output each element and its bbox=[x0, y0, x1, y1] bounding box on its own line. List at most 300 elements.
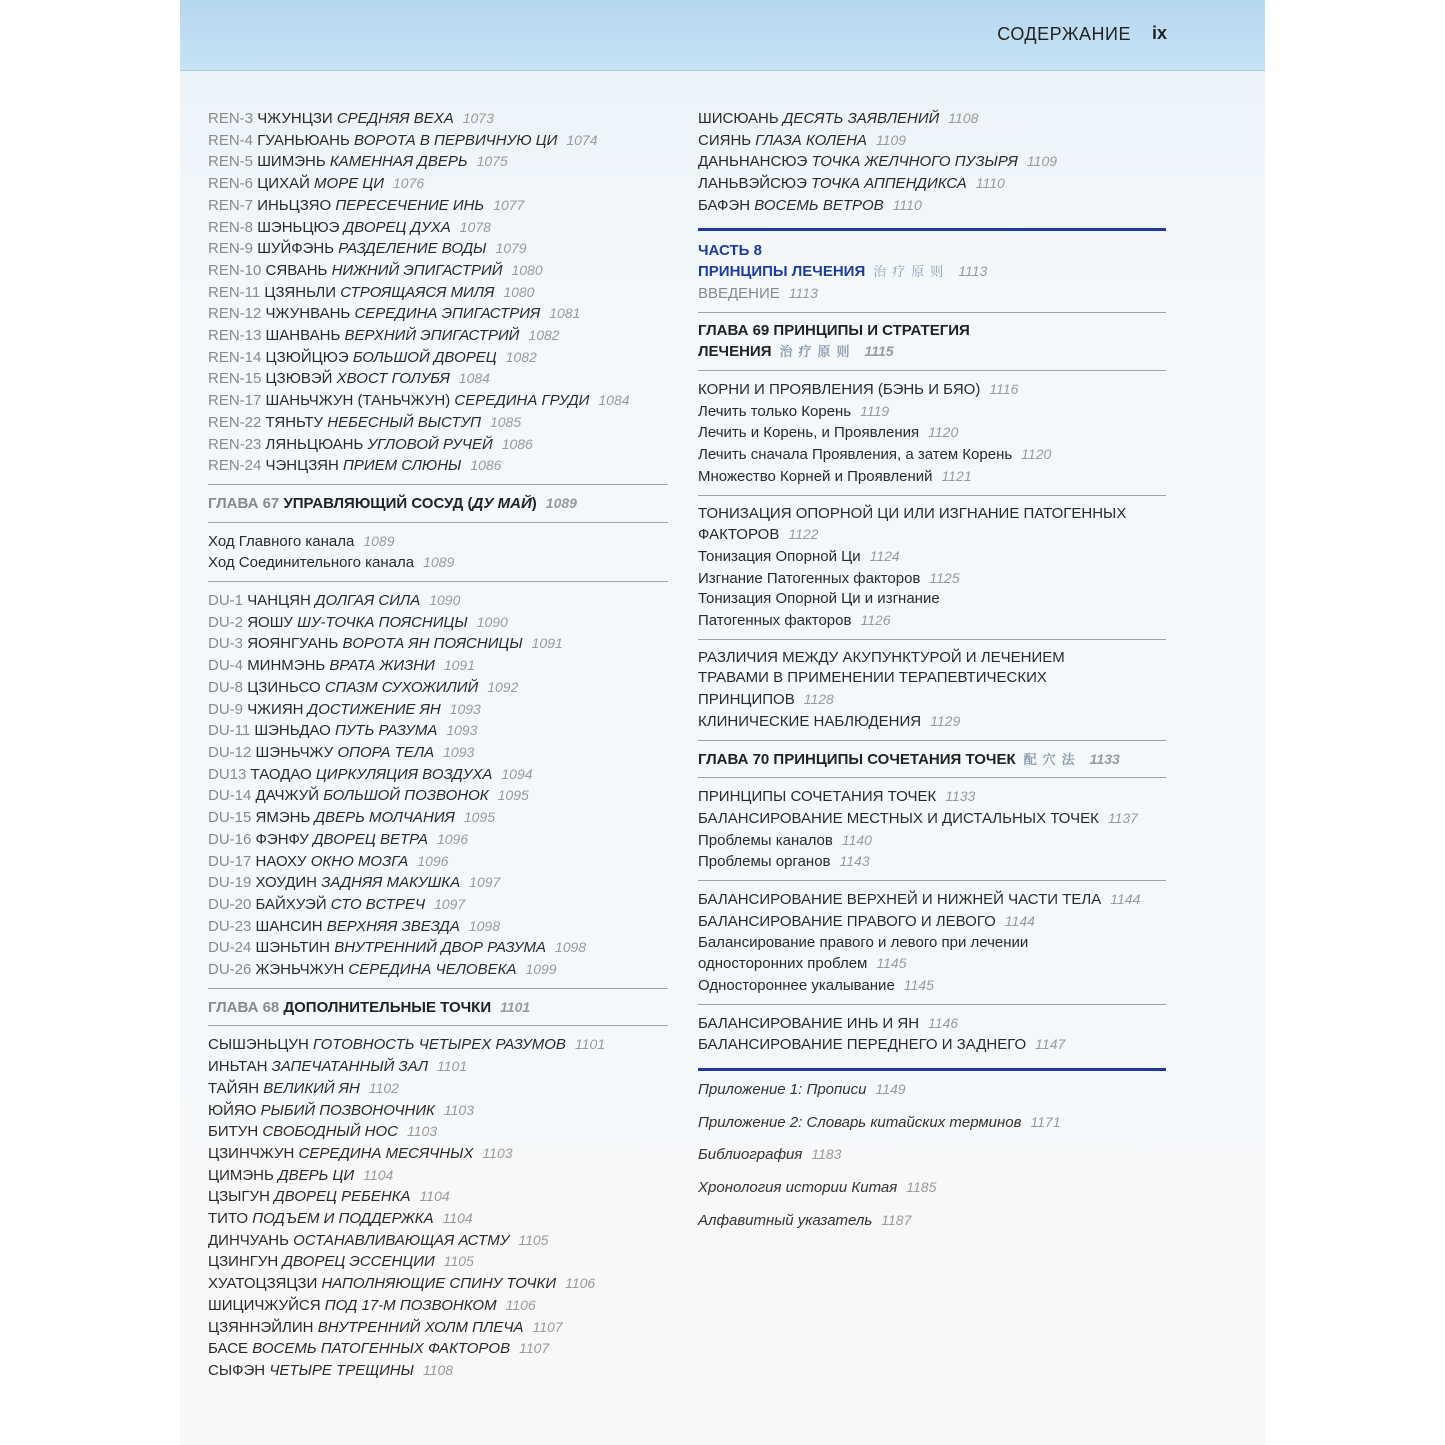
entry-text: ПРИНЦИПЫ СОЧЕТАНИЯ ТОЧЕК bbox=[698, 788, 937, 806]
toc-entry[interactable] bbox=[208, 151, 668, 173]
entry-text: Балансирование правого и левого при лечении bbox=[698, 933, 1029, 951]
page-ref: 1129 bbox=[930, 712, 961, 729]
extra-points-continued bbox=[698, 108, 1166, 217]
point-code: DU-26 bbox=[208, 961, 252, 979]
point-name: ЯОШУ bbox=[247, 613, 293, 631]
point-code: REN-4 bbox=[208, 131, 254, 149]
page-ref: 1080 bbox=[503, 283, 535, 300]
point-name: ТАОДАО bbox=[250, 765, 312, 783]
point-name: ЦИХАЙ bbox=[257, 175, 310, 193]
toc-entry[interactable] bbox=[698, 808, 1166, 830]
point-translation: ТОЧКА ЖЕЛЧНОГО ПУЗЫРЯ bbox=[811, 153, 1018, 171]
point-name: ШЭНЬТИН bbox=[255, 939, 331, 957]
page-ref: 1084 bbox=[598, 392, 630, 409]
point-name: ШУЙФЭНЬ bbox=[257, 240, 335, 258]
point-translation: БОЛЬШОЙ ПОЗВОНОК bbox=[323, 787, 489, 805]
point-code: REN-7 bbox=[208, 196, 254, 214]
page-ref: 1099 bbox=[525, 961, 557, 978]
toc-entry[interactable] bbox=[698, 546, 1166, 568]
toc-entry[interactable] bbox=[698, 668, 1166, 689]
page-ref: 1086 bbox=[470, 457, 502, 474]
toc-entry[interactable] bbox=[208, 937, 668, 959]
page-ref: 1103 bbox=[443, 1101, 474, 1118]
page-ref: 1149 bbox=[875, 1081, 906, 1098]
toc-entry[interactable] bbox=[698, 1144, 1166, 1166]
point-translation: СЕРЕДИНА ЧЕЛОВЕКА bbox=[348, 961, 517, 979]
toc-entry[interactable] bbox=[208, 552, 668, 574]
toc-entry[interactable] bbox=[208, 785, 668, 807]
entry-text: Патогенных факторов bbox=[698, 612, 852, 630]
divider bbox=[208, 1025, 668, 1026]
point-translation: НАПОЛНЯЮЩИЕ СПИНУ ТОЧКИ bbox=[321, 1275, 557, 1293]
toc-entry[interactable] bbox=[208, 412, 668, 434]
toc-entry[interactable] bbox=[208, 872, 668, 894]
point-name: ЧЖУНЦЗИ bbox=[257, 110, 333, 127]
point-code: REN-22 bbox=[208, 413, 262, 431]
point-translation: ДВОРЕЦ РЕБЕНКА bbox=[274, 1188, 411, 1206]
page-ref: 1109 bbox=[1026, 153, 1058, 170]
toc-entry[interactable] bbox=[698, 444, 1166, 466]
toc-entry[interactable] bbox=[208, 238, 668, 260]
page-ref: 1082 bbox=[528, 327, 560, 344]
entry-text: Тонизация Опорной Ци bbox=[698, 547, 861, 565]
toc-entry[interactable] bbox=[698, 610, 1166, 632]
chapter-69-heading-line1[interactable]: ГЛАВА 69 ПРИНЦИПЫ И СТРАТЕГИЯ bbox=[698, 321, 970, 339]
toc-entry[interactable] bbox=[208, 742, 668, 764]
point-code: REN-24 bbox=[208, 457, 262, 475]
page-ref: 1097 bbox=[434, 895, 466, 912]
divider bbox=[698, 740, 1166, 741]
point-translation: ПРИЕМ СЛЮНЫ bbox=[342, 457, 462, 475]
toc-entry[interactable] bbox=[698, 851, 1166, 873]
point-code: DU-24 bbox=[208, 939, 252, 957]
toc-entry[interactable] bbox=[208, 173, 668, 195]
point-name: ШИСЮАНЬ bbox=[698, 110, 779, 127]
page-ref: 1187 bbox=[881, 1211, 912, 1228]
entry-text: Ход Главного канала bbox=[208, 532, 355, 550]
toc-entry[interactable] bbox=[208, 260, 668, 282]
entry-text: односторонних проблем bbox=[698, 955, 868, 973]
point-translation: ТОЧКА АППЕНДИКСА bbox=[811, 175, 967, 193]
page-ref: 1121 bbox=[941, 467, 972, 484]
point-translation: СПАЗМ СУХОЖИЛИЙ bbox=[324, 678, 479, 696]
toc-entry[interactable] bbox=[208, 916, 668, 938]
point-translation: КАМЕННАЯ ДВЕРЬ bbox=[329, 153, 468, 171]
toc-entry[interactable] bbox=[208, 108, 668, 130]
point-code: DU-23 bbox=[208, 917, 252, 935]
toc-entry[interactable] bbox=[698, 911, 1166, 933]
toc-entry[interactable] bbox=[698, 1013, 1166, 1035]
point-code: REN-15 bbox=[208, 370, 262, 388]
point-translation: ВРАТА ЖИЗНИ bbox=[329, 657, 435, 675]
page-ref: 1096 bbox=[417, 852, 449, 869]
point-name: ШАНВАНЬ bbox=[265, 327, 341, 345]
point-translation: ДВОРЕЦ ДУХА bbox=[343, 218, 451, 236]
point-name: ЦЗИНГУН bbox=[208, 1253, 279, 1271]
point-name: ТИТО bbox=[208, 1210, 249, 1228]
page-ref: 1108 bbox=[422, 1361, 454, 1378]
entry-text: БАЛАНСИРОВАНИЕ ВЕРХНЕЙ И НИЖНЕЙ ЧАСТИ ТЕЛА bbox=[698, 891, 1102, 909]
point-code: DU-9 bbox=[208, 700, 244, 718]
point-code: REN-3 bbox=[208, 110, 254, 127]
point-name: ШАНЬЧЖУН (ТАНЬЧЖУН) bbox=[265, 392, 451, 410]
page-ref: 1171 bbox=[1030, 1113, 1061, 1130]
toc-entry[interactable] bbox=[698, 830, 1166, 852]
point-name: СЯВАНЬ bbox=[265, 261, 328, 279]
point-translation: ВОРОТА В ПЕРВИЧНУЮ ЦИ bbox=[354, 131, 558, 149]
toc-entry[interactable] bbox=[208, 1186, 668, 1208]
entry-text: ТОНИЗАЦИЯ ОПОРНОЙ ЦИ ИЛИ ИЗГНАНИЕ ПАТОГЕННЫХ bbox=[698, 504, 1127, 522]
toc-entry[interactable] bbox=[698, 401, 1166, 423]
toc-entry[interactable] bbox=[208, 1338, 668, 1360]
chapter-69-group-1 bbox=[698, 379, 1166, 488]
running-title: СОДЕРЖАНИЕ bbox=[997, 24, 1131, 44]
page-ref: 1144 bbox=[1004, 912, 1035, 929]
point-translation: ВЕЛИКИЙ ЯН bbox=[263, 1079, 360, 1097]
point-code: REN-9 bbox=[208, 240, 254, 258]
page-ref: 1128 bbox=[803, 691, 834, 708]
point-translation: СВОБОДНЫЙ НОС bbox=[262, 1123, 399, 1141]
heavy-divider bbox=[698, 228, 1166, 231]
page-ref: 1146 bbox=[928, 1014, 959, 1031]
point-name: ДАНЬНАНСЮЭ bbox=[698, 153, 808, 171]
toc-entry[interactable] bbox=[698, 195, 1166, 217]
toc-entry[interactable] bbox=[208, 699, 668, 721]
toc-entry[interactable] bbox=[208, 590, 668, 612]
toc-entry[interactable] bbox=[208, 1360, 668, 1382]
point-translation: СЕРЕДИНА ЭПИГАСТРИЯ bbox=[354, 305, 541, 323]
point-translation: ДВОРЕЦ ЭССЕНЦИИ bbox=[282, 1253, 435, 1271]
entry-text: Множество Корней и Проявлений bbox=[698, 467, 933, 485]
page-ref: 1147 bbox=[1035, 1036, 1066, 1053]
point-name: ФЭНФУ bbox=[255, 830, 309, 848]
page-ref: 1108 bbox=[948, 110, 979, 126]
toc-entry[interactable] bbox=[208, 655, 668, 677]
toc-entry[interactable] bbox=[208, 829, 668, 851]
page-ref: 1145 bbox=[903, 976, 934, 993]
point-translation: СЕРЕДИНА МЕСЯЧНЫХ bbox=[298, 1144, 474, 1162]
point-code: REN-10 bbox=[208, 261, 262, 279]
point-code: DU-11 bbox=[208, 722, 251, 740]
point-translation: НИЖНИЙ ЭПИГАСТРИЙ bbox=[331, 261, 503, 279]
page-ref: 1103 bbox=[482, 1144, 513, 1161]
toc-right-column bbox=[698, 108, 1166, 1232]
point-translation: УГЛОВОЙ РУЧЕЙ bbox=[367, 435, 493, 453]
page-ref: 1095 bbox=[463, 809, 496, 826]
point-translation: СТО ВСТРЕЧ bbox=[330, 895, 426, 913]
page-ref: 1104 bbox=[419, 1188, 450, 1205]
point-code: REN-17 bbox=[208, 392, 262, 410]
toc-entry[interactable] bbox=[208, 130, 668, 152]
point-name: ЧЖУНВАНЬ bbox=[265, 305, 351, 323]
divider bbox=[698, 370, 1166, 371]
toc-entry[interactable] bbox=[698, 1210, 1166, 1232]
appendix-list bbox=[698, 1079, 1166, 1232]
point-code: DU-3 bbox=[208, 635, 244, 653]
page-ref: 1103 bbox=[407, 1123, 438, 1140]
point-translation: ГОТОВНОСТЬ ЧЕТЫРЕХ РАЗУМОВ bbox=[312, 1036, 566, 1054]
toc-entry[interactable] bbox=[698, 953, 1166, 975]
point-translation: СРЕДНЯЯ ВЕХА bbox=[336, 110, 454, 127]
toc-entry[interactable] bbox=[208, 1034, 668, 1056]
chapter-69-group-3 bbox=[698, 648, 1166, 733]
point-translation: СЕРЕДИНА ГРУДИ bbox=[454, 392, 590, 410]
toc-entry[interactable] bbox=[698, 108, 1166, 130]
page-ref: 1104 bbox=[363, 1166, 394, 1183]
chapter-69-group-2 bbox=[698, 504, 1166, 632]
chapter-70-group-2 bbox=[698, 889, 1166, 997]
ren-points-list bbox=[208, 108, 668, 477]
point-translation: ПУТЬ РАЗУМА bbox=[334, 722, 438, 740]
point-code: DU-4 bbox=[208, 657, 244, 675]
point-code: REN-12 bbox=[208, 305, 262, 323]
page-ref: 1105 bbox=[518, 1231, 549, 1248]
page-ref: 1106 bbox=[505, 1296, 536, 1313]
entry-text: КОРНИ И ПРОЯВЛЕНИЯ (БЭНЬ И БЯО) bbox=[698, 381, 981, 399]
point-name: СИЯНЬ bbox=[698, 131, 752, 149]
toc-entry[interactable] bbox=[208, 612, 668, 634]
point-translation: ДВЕРЬ ЦИ bbox=[278, 1166, 355, 1184]
toc-entry[interactable] bbox=[698, 130, 1166, 152]
toc-entry[interactable] bbox=[698, 1034, 1166, 1056]
toc-entry[interactable] bbox=[698, 889, 1166, 911]
point-code: DU-17 bbox=[208, 852, 252, 870]
toc-entry[interactable] bbox=[208, 959, 668, 981]
toc-entry[interactable] bbox=[208, 1251, 668, 1273]
point-translation: ЧЕТЫРЕ ТРЕЩИНЫ bbox=[269, 1361, 414, 1379]
toc-left-column bbox=[208, 108, 668, 1382]
point-name: ЦЗЫГУН bbox=[208, 1188, 270, 1206]
point-name: ИНЬЦЗЯО bbox=[257, 196, 332, 214]
part-8-label: ЧАСТЬ 8 bbox=[698, 241, 762, 259]
page-ref: 1126 bbox=[860, 612, 891, 629]
page-ref: 1095 bbox=[497, 787, 529, 804]
toc-entry[interactable] bbox=[698, 589, 1166, 610]
chapter-69-heading-line2[interactable]: ЛЕЧЕНИЯ 治疗原则 1115 bbox=[698, 343, 894, 361]
toc-entry[interactable] bbox=[208, 633, 668, 655]
toc-entry[interactable] bbox=[698, 975, 1166, 997]
entry-text: БАЛАНСИРОВАНИЕ ИНЬ И ЯН bbox=[698, 1014, 920, 1032]
page-ref: 1120 bbox=[1021, 446, 1052, 463]
toc-entry[interactable] bbox=[208, 325, 668, 347]
toc-entry[interactable] bbox=[208, 195, 668, 217]
toc-entry[interactable] bbox=[208, 1078, 668, 1100]
page-ref: 1090 bbox=[429, 592, 461, 609]
toc-entry[interactable] bbox=[698, 173, 1166, 195]
toc-entry[interactable] bbox=[698, 1112, 1166, 1134]
entry-text: ПРИНЦИПОВ bbox=[698, 691, 795, 709]
toc-entry[interactable] bbox=[208, 455, 668, 477]
entry-text: Изгнание Патогенных факторов bbox=[698, 569, 921, 587]
page-ref: 1098 bbox=[468, 917, 501, 934]
page-ref: 1075 bbox=[476, 153, 508, 170]
page-ref: 1143 bbox=[839, 853, 870, 870]
entry-text: Приложение 2: Словарь китайских терминов bbox=[698, 1113, 1022, 1131]
chapter-70-group-1 bbox=[698, 786, 1166, 873]
toc-entry[interactable] bbox=[698, 711, 1166, 733]
point-code: REN-11 bbox=[208, 283, 261, 301]
toc-entry[interactable] bbox=[208, 764, 668, 786]
toc-entry[interactable] bbox=[698, 379, 1166, 401]
page-ref: 1093 bbox=[443, 743, 475, 760]
point-translation: ОКНО МОЗГА bbox=[310, 852, 409, 870]
toc-entry[interactable] bbox=[208, 1317, 668, 1339]
point-name: ЦЗЯНЬЛИ bbox=[264, 283, 337, 301]
page-ref: 1091 bbox=[531, 635, 563, 652]
toc-entry[interactable] bbox=[698, 466, 1166, 488]
point-translation: ДВЕРЬ МОЛЧАНИЯ bbox=[314, 809, 455, 827]
page-ref: 1077 bbox=[493, 196, 525, 213]
spacer bbox=[698, 1199, 1166, 1210]
divider bbox=[698, 495, 1166, 496]
entry-text: Тонизация Опорной Ци и изгнание bbox=[698, 590, 940, 608]
entry-text: БАЛАНСИРОВАНИЕ ПЕРЕДНЕГО И ЗАДНЕГО bbox=[698, 1036, 1027, 1054]
page-ref: 1185 bbox=[906, 1179, 937, 1196]
toc-entry[interactable] bbox=[208, 434, 668, 456]
toc-entry[interactable] bbox=[698, 524, 1166, 546]
toc-entry[interactable] bbox=[698, 568, 1166, 590]
page-ref: 1094 bbox=[501, 765, 533, 782]
part-8-heading[interactable]: ПРИНЦИПЫ ЛЕЧЕНИЯ 治疗原则 1113 bbox=[698, 263, 988, 281]
point-translation: ЗАДНЯЯ МАКУШКА bbox=[321, 874, 461, 892]
introduction-entry[interactable]: ВВЕДЕНИЕ 1113 bbox=[698, 284, 818, 302]
toc-entry[interactable] bbox=[208, 720, 668, 742]
page-ref: 1106 bbox=[565, 1275, 596, 1292]
point-name: БАСЕ bbox=[208, 1340, 249, 1358]
point-name: МИНМЭНЬ bbox=[247, 657, 326, 675]
entry-text: Лечить и Корень, и Проявления bbox=[698, 424, 920, 442]
chapter-68-heading[interactable]: ГЛАВА 68 ДОПОЛНИТЕЛЬНЫЕ ТОЧКИ 1101 bbox=[208, 998, 531, 1016]
point-translation: РАЗДЕЛЕНИЕ ВОДЫ bbox=[338, 240, 487, 258]
toc-entry[interactable] bbox=[208, 1100, 668, 1122]
chapter-70-heading[interactable]: ГЛАВА 70 ПРИНЦИПЫ СОЧЕТАНИЯ ТОЧЕК 配穴法 1133 bbox=[698, 750, 1120, 768]
chapter-67-heading[interactable]: ГЛАВА 67 УПРАВЛЯЮЩИЙ СОСУД (ДУ МАЙ) 1089 bbox=[208, 494, 577, 512]
point-code: DU-1 bbox=[208, 592, 244, 610]
point-name: ХОУДИН bbox=[255, 874, 318, 892]
toc-entry[interactable] bbox=[698, 648, 1166, 669]
toc-entry[interactable] bbox=[208, 390, 668, 412]
toc-entry[interactable] bbox=[698, 422, 1166, 444]
point-name: ТАЙЯН bbox=[208, 1079, 260, 1097]
point-name: ЧЭНЦЗЯН bbox=[265, 457, 339, 475]
point-translation: РЫБИЙ ПОЗВОНОЧНИК bbox=[260, 1101, 435, 1119]
page-ref: 1076 bbox=[393, 175, 425, 192]
point-name: ЦЗЯННЭЙЛИН bbox=[208, 1318, 314, 1336]
toc-entry[interactable] bbox=[208, 531, 668, 553]
toc-entry[interactable] bbox=[208, 1165, 668, 1187]
point-translation: ПЕРЕСЕЧЕНИЕ ИНЬ bbox=[335, 196, 485, 214]
point-name: ШЭНЬДАО bbox=[254, 722, 331, 740]
divider bbox=[698, 1004, 1166, 1005]
toc-entry[interactable] bbox=[208, 1143, 668, 1165]
toc-entry[interactable] bbox=[208, 894, 668, 916]
point-code: DU13 bbox=[208, 765, 247, 783]
page-ref: 1101 bbox=[437, 1058, 468, 1075]
page-ref: 1125 bbox=[929, 569, 960, 586]
spacer bbox=[698, 1166, 1166, 1177]
entry-text: Проблемы органов bbox=[698, 853, 831, 871]
toc-entry[interactable] bbox=[208, 1121, 668, 1143]
page-ref: 1183 bbox=[811, 1146, 842, 1163]
point-translation: ДОЛГАЯ СИЛА bbox=[314, 592, 421, 610]
point-name: ЛЯНЬЦЮАНЬ bbox=[265, 435, 364, 453]
point-name: ЦЗИНЧЖУН bbox=[208, 1144, 295, 1162]
point-name: ДИНЧУАНЬ bbox=[208, 1231, 289, 1249]
toc-entry[interactable] bbox=[208, 851, 668, 873]
point-code: REN-5 bbox=[208, 153, 254, 171]
page-ref: 1144 bbox=[1110, 891, 1141, 908]
entry-text: Алфавитный указатель bbox=[698, 1211, 873, 1229]
entry-text: Библиография bbox=[698, 1146, 803, 1164]
point-code: DU-19 bbox=[208, 874, 252, 892]
toc-entry[interactable] bbox=[698, 689, 1166, 711]
toc-entry[interactable] bbox=[208, 303, 668, 325]
divider bbox=[698, 639, 1166, 640]
point-name: ЯМЭНЬ bbox=[255, 809, 311, 827]
toc-entry[interactable] bbox=[208, 368, 668, 390]
page-ref: 1086 bbox=[501, 435, 533, 452]
point-translation: ДЕСЯТЬ ЗАЯВЛЕНИЙ bbox=[782, 110, 940, 127]
point-code: REN-23 bbox=[208, 435, 262, 453]
point-name: ЦИМЭНЬ bbox=[208, 1166, 274, 1184]
point-translation: ВЕРХНИЙ ЭПИГАСТРИЙ bbox=[344, 327, 520, 345]
toc-entry[interactable] bbox=[208, 1273, 668, 1295]
toc-entry[interactable] bbox=[208, 677, 668, 699]
toc-entry[interactable] bbox=[698, 151, 1166, 173]
point-translation: ОПОРА ТЕЛА bbox=[337, 743, 435, 761]
toc-entry[interactable] bbox=[208, 1056, 668, 1078]
page-ref: 1101 bbox=[574, 1036, 606, 1053]
point-code: DU-20 bbox=[208, 895, 252, 913]
point-translation: ЗАПЕЧАТАННЫЙ ЗАЛ bbox=[271, 1058, 429, 1076]
toc-entry[interactable] bbox=[208, 282, 668, 304]
page-ref: 1133 bbox=[945, 788, 976, 805]
point-name: ЦЗИНЬСО bbox=[247, 678, 321, 696]
point-name: СЫШЭНЬЦУН bbox=[208, 1036, 309, 1054]
toc-entry[interactable] bbox=[208, 217, 668, 239]
header-band bbox=[180, 0, 1265, 71]
page-ref: 1122 bbox=[788, 526, 819, 543]
chapter-70-group-3 bbox=[698, 1013, 1166, 1056]
point-translation: ДОСТИЖЕНИЕ ЯН bbox=[307, 700, 441, 718]
entry-text: КЛИНИЧЕСКИЕ НАБЛЮДЕНИЯ bbox=[698, 712, 922, 730]
point-code: DU-12 bbox=[208, 743, 252, 761]
toc-entry[interactable] bbox=[208, 1295, 668, 1317]
point-name: ЛАНЬВЭЙСЮЭ bbox=[698, 175, 807, 193]
page-ref: 1110 bbox=[892, 196, 922, 213]
toc-entry[interactable] bbox=[208, 1230, 668, 1252]
page-ref: 1107 bbox=[519, 1340, 550, 1357]
toc-entry[interactable] bbox=[208, 347, 668, 369]
page-ref: 1107 bbox=[532, 1318, 563, 1335]
spacer bbox=[698, 1101, 1166, 1112]
toc-entry[interactable] bbox=[698, 933, 1166, 954]
du-points-list bbox=[208, 590, 668, 981]
point-translation: ХВОСТ ГОЛУБЯ bbox=[336, 370, 450, 388]
toc-entry[interactable] bbox=[698, 786, 1166, 808]
toc-entry[interactable] bbox=[208, 1208, 668, 1230]
page-ref: 1084 bbox=[458, 370, 490, 387]
point-name: ЧАНЦЯН bbox=[247, 592, 311, 610]
toc-entry[interactable] bbox=[698, 1177, 1166, 1199]
spacer bbox=[698, 1133, 1166, 1144]
toc-entry[interactable] bbox=[698, 1079, 1166, 1101]
toc-entry[interactable] bbox=[698, 504, 1166, 525]
toc-entry[interactable] bbox=[208, 807, 668, 829]
point-name: ШЭНЬЧЖУ bbox=[255, 743, 334, 761]
entry-text: ТРАВАМИ В ПРИМЕНЕНИИ ТЕРАПЕВТИЧЕСКИХ bbox=[698, 669, 1047, 687]
page-ref: 1082 bbox=[505, 348, 537, 365]
